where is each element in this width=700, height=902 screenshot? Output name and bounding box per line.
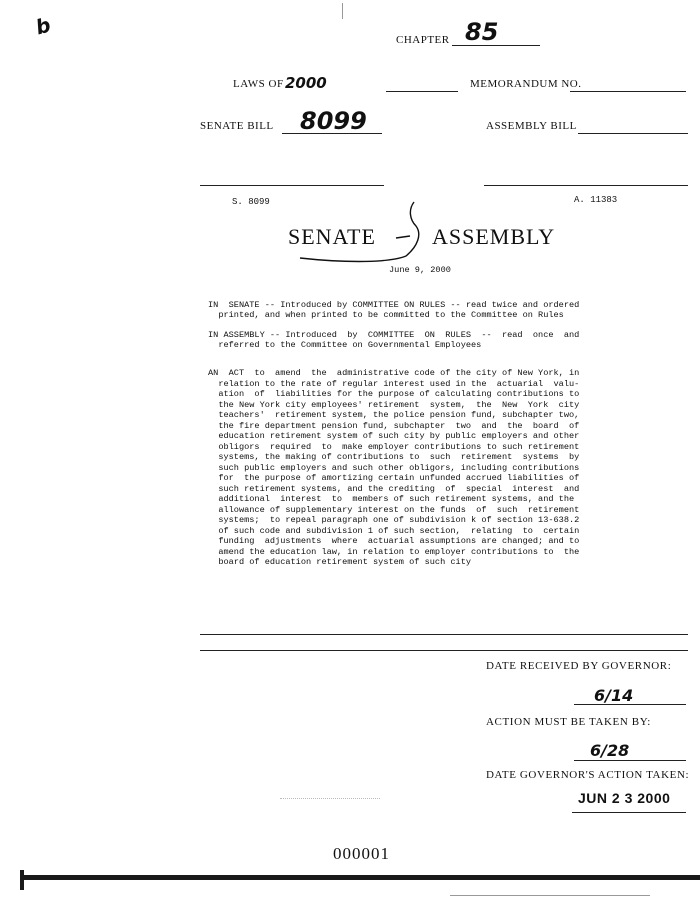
page-number: 000001 bbox=[333, 844, 390, 863]
cover-separator-right bbox=[484, 185, 688, 186]
senate-bill-number: S. 8099 bbox=[232, 197, 270, 207]
action-taken-underline bbox=[572, 812, 686, 813]
date-received-value: 6/14 bbox=[594, 686, 634, 705]
bill-date: June 9, 2000 bbox=[389, 265, 451, 275]
act-line: obligors required to make employer contributions to such retirement bbox=[208, 441, 580, 452]
act-line: such retirement systems, and the crediting of special interest and bbox=[208, 483, 580, 494]
memorandum-underline bbox=[570, 91, 686, 92]
laws-underline bbox=[386, 91, 458, 92]
act-line: systems; to repeal paragraph one of subdivision k of section 13-638.2 bbox=[208, 515, 580, 525]
chapter-value: 85 bbox=[465, 18, 499, 46]
action-taken-label: DATE GOVERNOR'S ACTION TAKEN: bbox=[486, 769, 690, 781]
handwritten-bracket-mark bbox=[296, 200, 436, 266]
assembly-bill-number: A. 11383 bbox=[574, 195, 618, 205]
chapter-underline bbox=[452, 45, 540, 46]
laws-value: 2000 bbox=[285, 74, 327, 92]
act-line: ation of liabilities for the purpose of calculating contributions to bbox=[208, 389, 580, 399]
chapter-label: CHAPTER bbox=[396, 34, 450, 46]
senate-bill-label: SENATE BILL bbox=[200, 120, 274, 132]
act-line: funding adjustments where actuarial assumptions are changed; and to bbox=[208, 536, 580, 546]
assembly-bill-underline bbox=[578, 133, 688, 134]
scan-mark bbox=[342, 3, 343, 19]
act-line: relation to the rate of regular interest used in the actuarial valu- bbox=[208, 378, 580, 389]
scan-dots bbox=[280, 798, 380, 800]
act-line: for the purpose of amortizing certain unfunded accrued liabilities of bbox=[208, 473, 580, 483]
act-line: AN ACT to amend the administrative code of the city of New York, in bbox=[208, 368, 580, 378]
action-by-label: ACTION MUST BE TAKEN BY: bbox=[486, 716, 651, 728]
assembly-intro-line-2: referred to the Committee on Governmental Employees bbox=[208, 340, 482, 350]
action-by-value: 6/28 bbox=[590, 741, 630, 760]
action-by-underline bbox=[574, 760, 686, 761]
act-line: amend the education law, in relation to employer contributions to the bbox=[208, 546, 580, 557]
assembly-heading: ASSEMBLY bbox=[432, 224, 556, 249]
date-received-label: DATE RECEIVED BY GOVERNOR: bbox=[486, 660, 672, 672]
bottom-scan-edge bbox=[20, 870, 24, 890]
bottom-scan-line bbox=[450, 895, 650, 896]
act-line: additional interest to members of such retirement systems, and the bbox=[208, 494, 575, 504]
governor-section-rule-bottom bbox=[200, 650, 688, 651]
senate-bill-value: 8099 bbox=[300, 107, 367, 135]
date-received-underline bbox=[574, 704, 686, 705]
action-taken-stamp: JUN 2 3 2000 bbox=[578, 790, 671, 806]
laws-label: LAWS OF bbox=[233, 78, 284, 90]
corner-handwritten-mark: b bbox=[33, 12, 54, 40]
senate-bill-underline bbox=[282, 133, 382, 134]
act-text bbox=[208, 368, 579, 568]
act-line: teachers' retirement system, the police pension fund, subchapter two, bbox=[208, 410, 580, 420]
memorandum-label: MEMORANDUM NO. bbox=[470, 78, 582, 90]
act-line: allowance of supplementary interest on the funds of such retirement bbox=[208, 504, 580, 515]
senate-heading: SENATE bbox=[288, 224, 376, 249]
senate-intro-line-2: printed, and when printed to be committed to the Committee on Rules bbox=[208, 310, 564, 320]
assembly-intro-line-1: IN ASSEMBLY -- Introduced by COMMITTEE ON RULES -- read once and bbox=[208, 330, 580, 340]
cover-separator-left bbox=[200, 185, 384, 186]
act-line: the New York city employees' retirement system, the New York city bbox=[208, 399, 580, 410]
act-line: board of education retirement system of such city bbox=[208, 557, 472, 567]
bottom-scan-bar bbox=[20, 875, 700, 880]
act-line: the fire department pension fund, subchapter two and the board of bbox=[208, 420, 580, 431]
assembly-bill-label: ASSEMBLY BILL bbox=[486, 120, 577, 132]
act-line: of such code and subdivision 1 of such section, relating to certain bbox=[208, 525, 580, 536]
act-line: such public employers and such other obligors, including contributions bbox=[208, 462, 580, 473]
governor-section-rule-top bbox=[200, 634, 688, 635]
senate-intro-line-1: IN SENATE -- Introduced by COMMITTEE ON RULES -- read twice and ordered bbox=[208, 300, 580, 310]
act-line: education retirement system of such city by public employers and other bbox=[208, 431, 580, 441]
act-line: systems, the making of contributions to such retirement systems by bbox=[208, 452, 580, 462]
